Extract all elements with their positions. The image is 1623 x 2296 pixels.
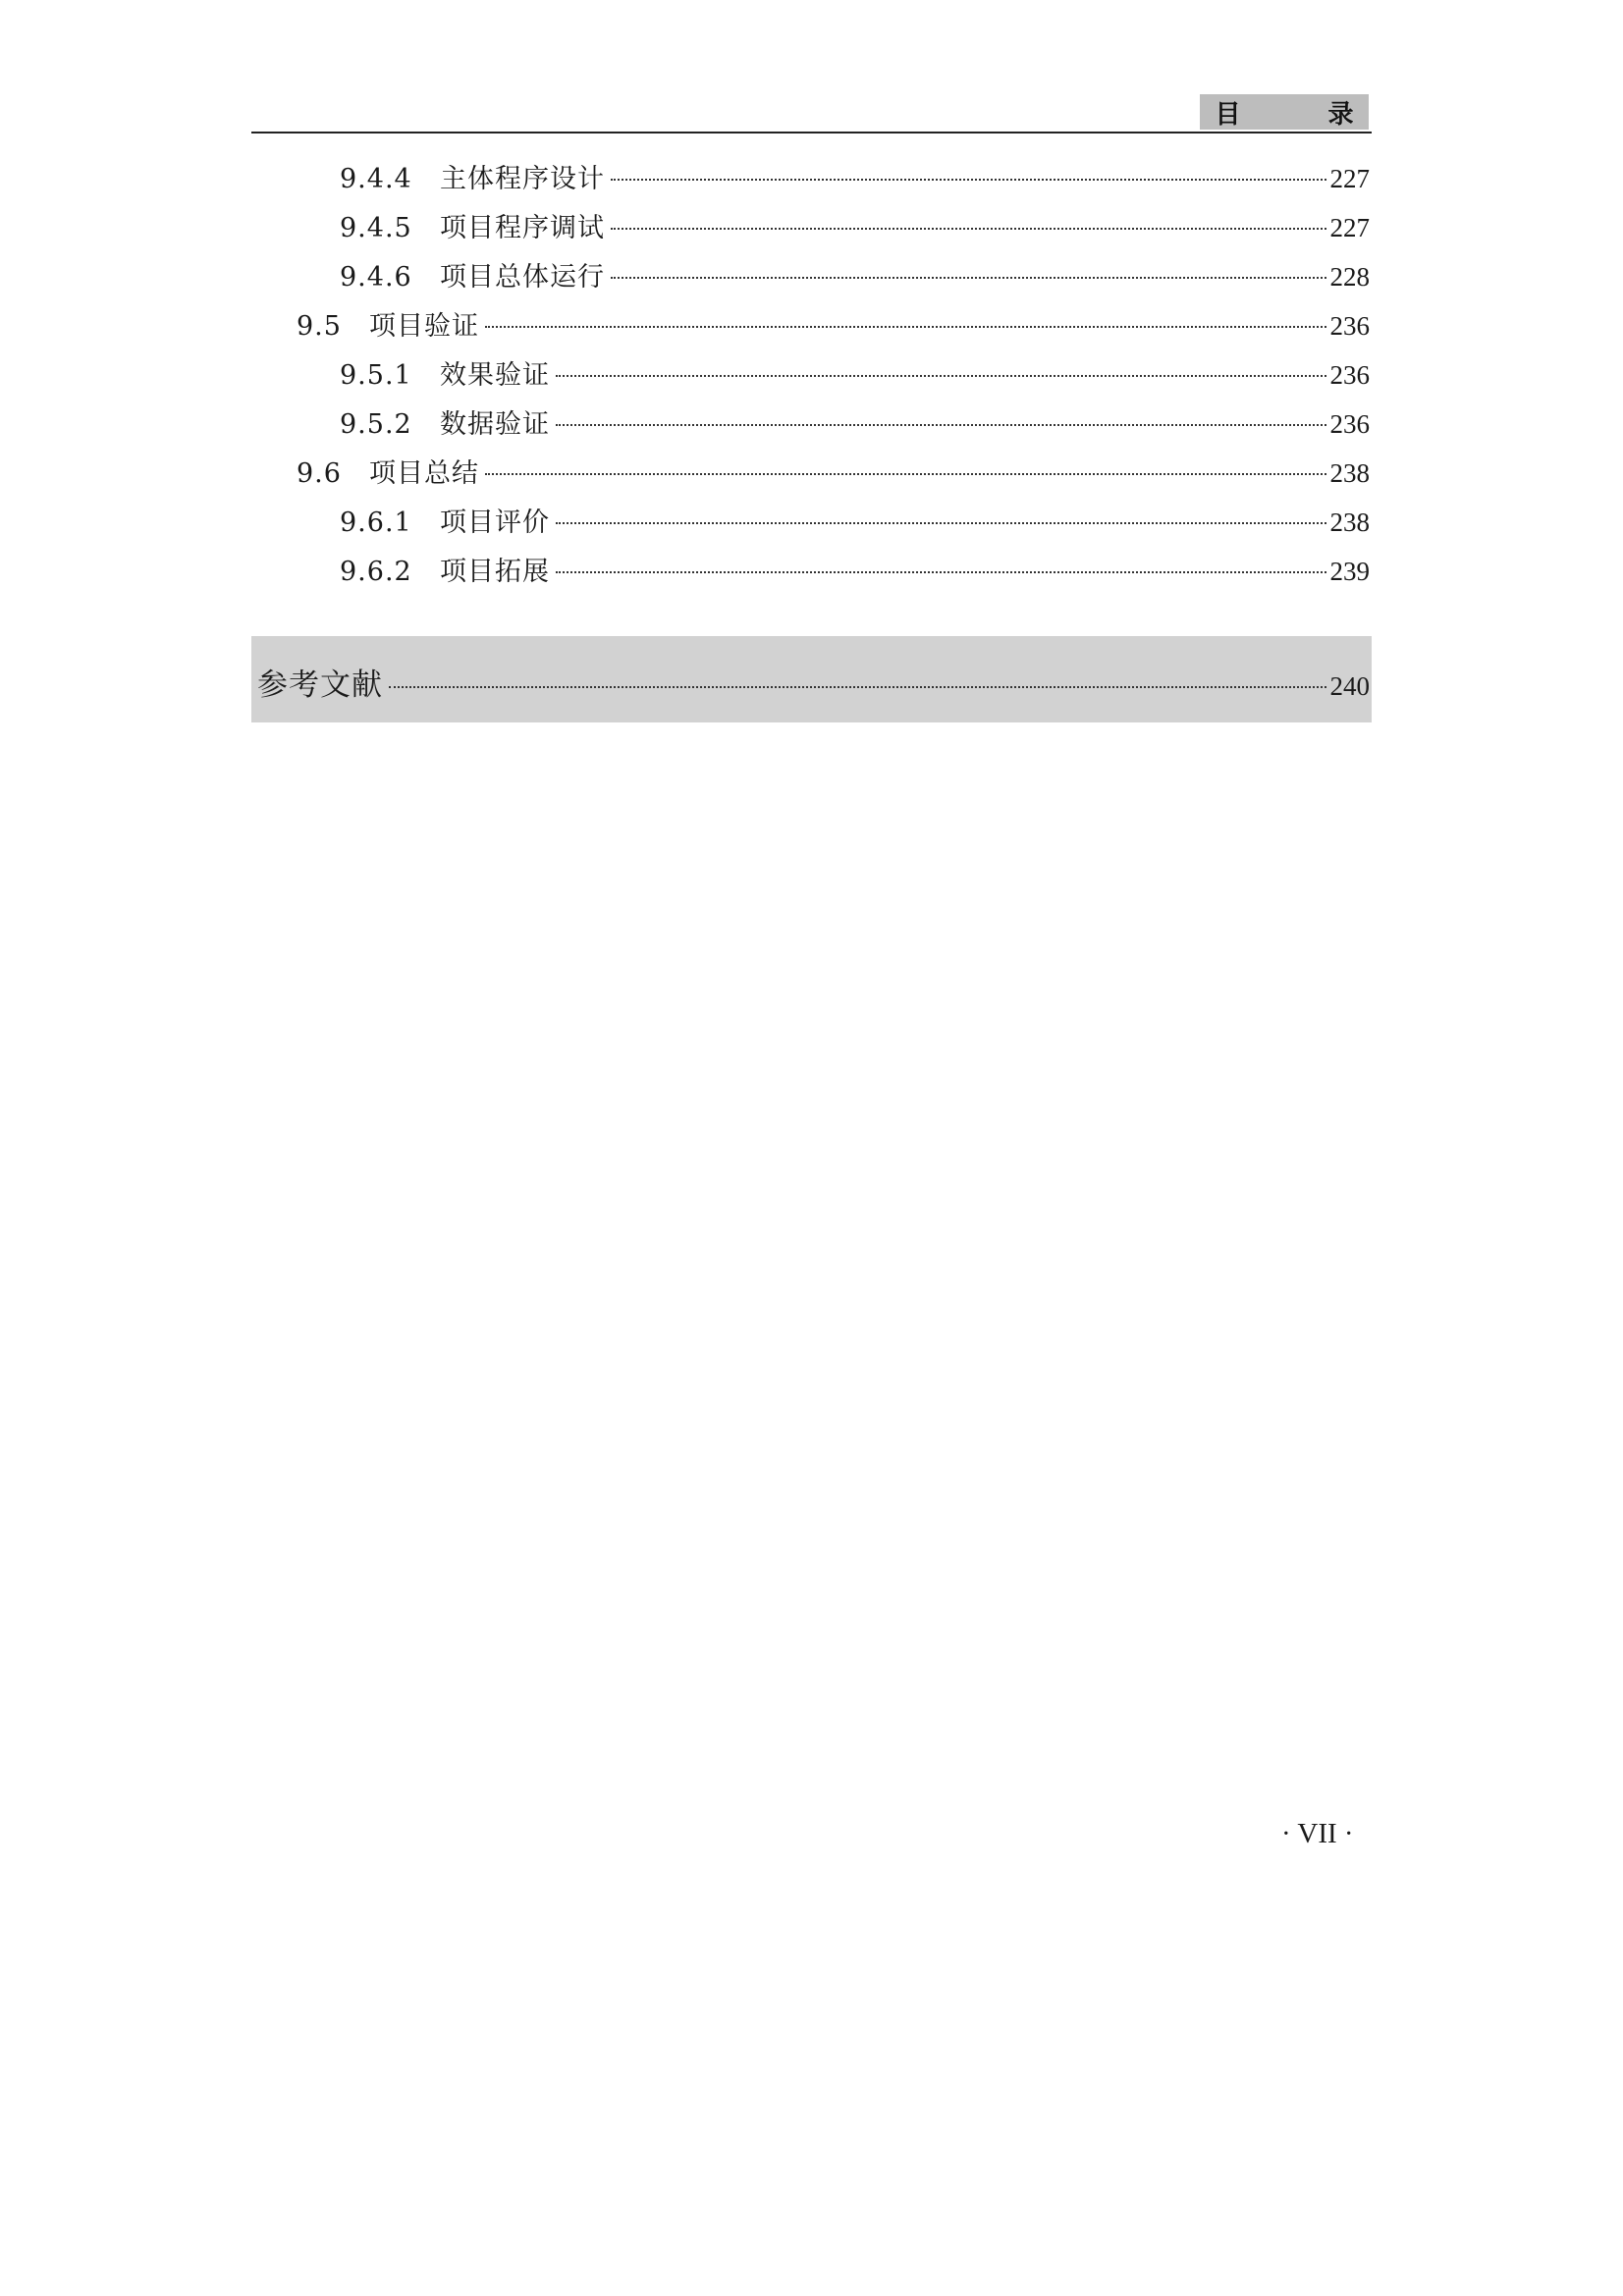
references-title: 参考文献	[257, 667, 383, 703]
toc-entry-title: 项目总结	[369, 458, 479, 489]
toc-entry-page: 236	[1329, 409, 1370, 439]
toc-entry-page: 236	[1329, 311, 1370, 341]
dot-leader	[485, 473, 1326, 475]
toc-entry-number: 9.4.4	[340, 164, 412, 194]
toc-entry-page: 236	[1329, 360, 1370, 390]
toc-entry[interactable]	[340, 550, 1370, 589]
dot-leader	[611, 228, 1326, 230]
toc-entry-page: 227	[1329, 213, 1370, 242]
toc-entry[interactable]	[297, 452, 1370, 491]
toc-entry-number: 9.5.2	[340, 409, 412, 440]
references-page: 240	[1329, 671, 1370, 701]
toc-entry[interactable]	[340, 353, 1370, 393]
toc-entry-title: 项目总体运行	[440, 262, 605, 293]
toc-entry[interactable]	[340, 206, 1370, 245]
toc-entry[interactable]	[340, 255, 1370, 294]
toc-entry-page: 228	[1329, 262, 1370, 292]
dot-leader	[556, 375, 1326, 377]
toc-entry-title: 项目拓展	[440, 557, 550, 587]
header-rule	[251, 132, 1372, 133]
dot-leader	[556, 571, 1326, 573]
toc-entry-title: 数据验证	[440, 409, 550, 440]
toc-entry-title: 项目程序调试	[440, 213, 605, 243]
toc-entry-number: 9.6.1	[340, 507, 412, 538]
page-number: · VII ·	[1281, 1818, 1354, 1849]
toc-entry-page: 238	[1329, 507, 1370, 537]
section-header-tab	[1200, 94, 1393, 130]
toc-entry-title: 项目评价	[440, 507, 550, 538]
dot-leader	[485, 326, 1326, 328]
toc-entry-references[interactable]	[257, 660, 1370, 704]
toc-entry-page: 238	[1329, 458, 1370, 488]
toc-entry-title: 项目验证	[369, 311, 479, 342]
dot-leader	[556, 522, 1326, 524]
toc-entry[interactable]	[340, 402, 1370, 442]
toc-entry[interactable]	[340, 157, 1370, 196]
toc-entry-number: 9.6.2	[340, 557, 412, 587]
toc-entry-number: 9.6	[297, 458, 342, 489]
toc-entry-page: 239	[1329, 557, 1370, 586]
dot-leader	[556, 424, 1326, 426]
toc-entry-number: 9.5	[297, 311, 342, 342]
dot-leader	[611, 179, 1326, 181]
toc-entry-number: 9.4.5	[340, 213, 412, 243]
section-header-title: 目 录	[1215, 99, 1393, 130]
toc-entry-number: 9.5.1	[340, 360, 412, 391]
dot-leader	[389, 686, 1326, 688]
toc-entry[interactable]	[297, 304, 1370, 344]
toc-entry-title: 主体程序设计	[440, 164, 605, 194]
toc-entry-title: 效果验证	[440, 360, 550, 391]
toc-entry[interactable]	[340, 501, 1370, 540]
dot-leader	[611, 277, 1326, 279]
toc-entry-page: 227	[1329, 164, 1370, 193]
toc-entry-number: 9.4.6	[340, 262, 412, 293]
